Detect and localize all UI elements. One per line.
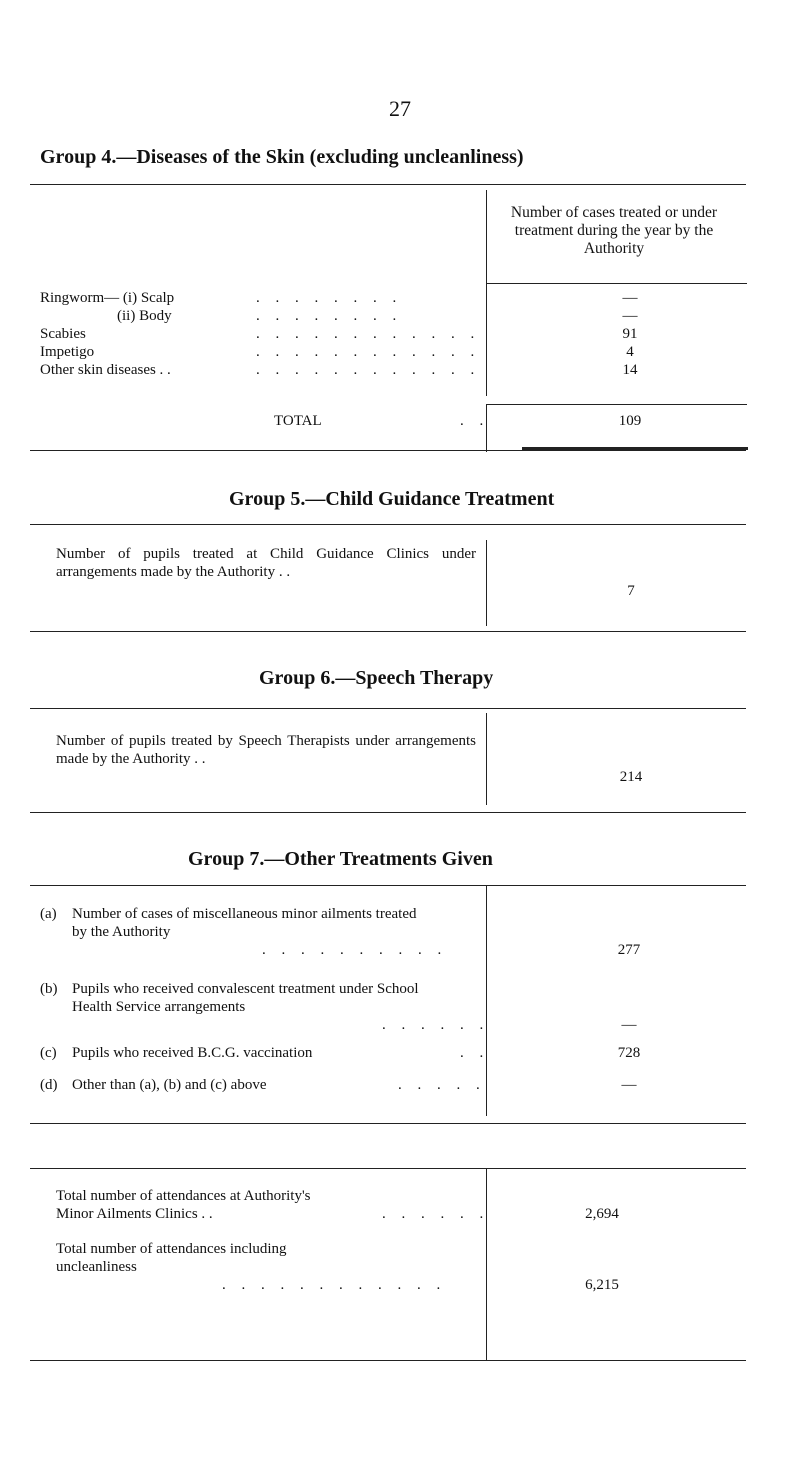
group4-row-value: — <box>622 308 638 324</box>
totals-label: Total number of attendances at Authority's Minor Ailments Clinics . . <box>56 1188 311 1222</box>
group4-row-value: 91 <box>622 326 638 342</box>
group7-item-key: (c) <box>40 1045 57 1061</box>
leader-dots: . . . . . <box>398 1077 486 1093</box>
group5-label: Number of pupils treated at Child Guidance Clinics under arrangements made by the Authority . . <box>56 546 476 580</box>
group4-total-label: TOTAL <box>274 413 322 429</box>
group7-item-value: 728 <box>617 1045 641 1061</box>
leader-dots: . . <box>460 413 490 429</box>
totals-column-divider <box>486 1168 487 1360</box>
group4-total-rule <box>487 404 747 405</box>
group4-row-label: Ringworm— (i) Scalp <box>40 290 175 306</box>
group7-item-key: (a) <box>40 906 57 922</box>
leader-dots: . . . . . . <box>382 1017 490 1033</box>
page-number: 27 <box>389 96 411 121</box>
leader-dots: . . . . . . . . . . . . <box>256 344 481 360</box>
group6-top-rule <box>30 708 746 709</box>
totals-label: Total number of attendances including uncleanliness <box>56 1241 287 1275</box>
group4-row-label: Other skin diseases . . <box>40 362 171 378</box>
totals-bottom-rule <box>30 1360 746 1361</box>
group6-title: Group 6.—Speech Therapy <box>259 667 494 689</box>
group4-column-divider <box>486 190 487 396</box>
group4-title: Group 4.—Diseases of the Skin (excluding uncleanliness) <box>40 146 524 168</box>
group4-row-label: Scabies <box>40 326 86 342</box>
group4-row-value: — <box>622 290 638 306</box>
group6-bottom-rule <box>30 812 746 813</box>
leader-dots: . . <box>460 1045 490 1061</box>
group4-row-label: Impetigo <box>40 344 95 360</box>
leader-dots: . . . . . . . . <box>256 290 403 306</box>
group7-item-label: Pupils who received convalescent treatment under School Health Service arrangements <box>72 981 419 1015</box>
group5-top-rule <box>30 524 746 525</box>
leader-dots: . . . . . . <box>382 1206 490 1222</box>
group6-value: 214 <box>619 769 643 785</box>
totals-top-rule <box>30 1168 746 1169</box>
group7-item-key: (d) <box>40 1077 58 1093</box>
group5-value: 7 <box>627 583 635 599</box>
totals-value: 2,694 <box>585 1206 619 1222</box>
group5-title: Group 5.—Child Guidance Treatment <box>229 488 555 510</box>
leader-dots: . . . . . . . . . . . . <box>256 326 481 342</box>
group7-bottom-rule <box>30 1123 746 1124</box>
group7-title: Group 7.—Other Treatments Given <box>188 848 493 870</box>
leader-dots: . . . . . . . . . . <box>262 942 448 958</box>
group6-column-divider <box>486 713 487 805</box>
group7-item-value: 277 <box>617 942 641 958</box>
group4-bottom-rule <box>30 450 746 451</box>
group4-column-header: Number of cases treated or under treatment during the year by the Authority <box>510 204 718 257</box>
leader-dots: . . . . . . . . . . . . <box>222 1277 447 1293</box>
group6-label: Number of pupils treated by Speech Therapists under arrangements made by the Authority . . <box>56 733 476 767</box>
group5-bottom-rule <box>30 631 746 632</box>
group7-column-divider <box>486 1076 487 1116</box>
group7-top-rule <box>30 885 746 886</box>
group5-column-divider <box>486 540 487 626</box>
leader-dots: . . . . . . . . . . . . <box>256 362 481 378</box>
group7-item-label: Other than (a), (b) and (c) above <box>72 1077 267 1093</box>
group7-item-label: Number of cases of miscellaneous minor ailments treated by the Authority <box>72 906 417 940</box>
group4-column-divider <box>486 404 487 452</box>
totals-value: 6,215 <box>585 1277 619 1293</box>
group4-header-rule <box>487 283 747 284</box>
group4-top-rule <box>30 184 746 185</box>
group4-total-value: 109 <box>618 413 642 429</box>
leader-dots: . . . . . . . . <box>256 308 403 324</box>
group4-row-label: (ii) Body <box>117 308 172 324</box>
group4-row-value: 4 <box>626 344 634 360</box>
group7-item-value: — <box>621 1017 637 1033</box>
group7-item-label: Pupils who received B.C.G. vaccination <box>72 1045 313 1061</box>
group7-item-key: (b) <box>40 981 58 997</box>
group7-item-value: — <box>621 1077 637 1093</box>
group4-total-underline <box>522 447 748 450</box>
group4-row-value: 14 <box>622 362 638 378</box>
